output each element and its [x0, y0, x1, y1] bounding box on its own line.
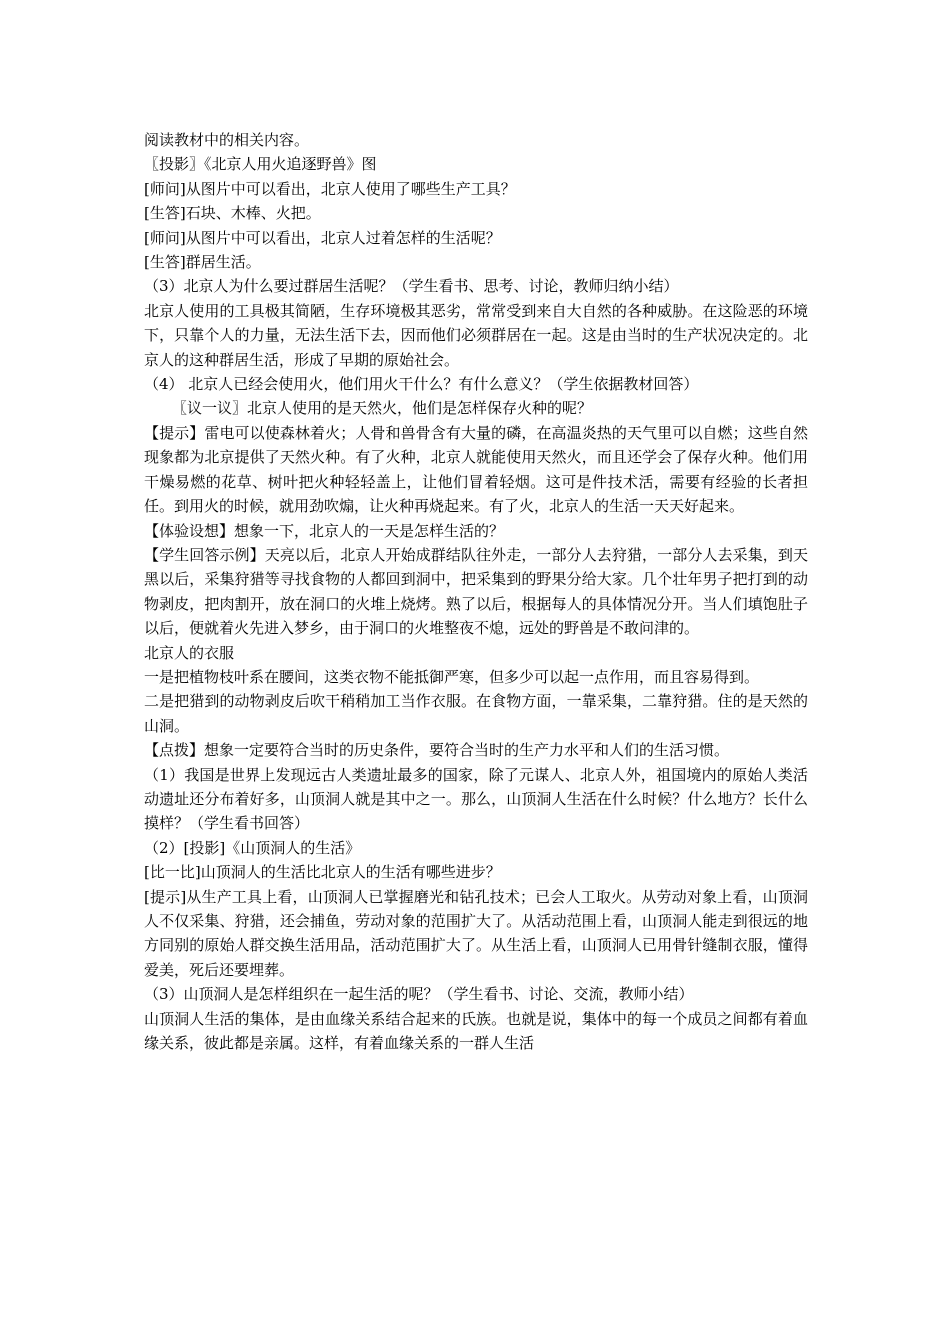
paragraph-imagine: 【体验设想】想象一下，北京人的一天是怎样生活的？ — [144, 521, 505, 540]
paragraph-question-4: （4） 北京人已经会使用火，他们用火干什么？有什么意义？（学生依据教材回答） — [144, 375, 699, 394]
paragraph-question-3: （3）北京人为什么要过群居生活呢？（学生看书、思考、讨论，教师归纳小结） — [144, 277, 679, 296]
paragraph-projection-shandingdong: （2）[投影]《山顶洞人的生活》 — [144, 838, 361, 857]
paragraph-student-answer-life: [生答]群居生活。 — [144, 253, 261, 272]
paragraph-group-living-explanation: 北京人使用的工具极其简陋，生存环境极其恶劣，常常受到来自大自然的各种威胁。在这险恶的环境下，只靠个人的力量，无法生活下去，因而他们必须群居在一起。这是由当时的生产状况决定的。北京人的这种群居生活，形成了早期的原始社会。 — [144, 301, 808, 369]
paragraph-clothing-two: 二是把猎到的动物剥皮后吹干稍稍加工当作衣服。在食物方面，一靠采集，二靠狩猎。住的是天然的山洞。 — [144, 692, 808, 735]
paragraph-clothing-one: 一是把植物枝叶系在腰间，这类衣物不能抵御严寒，但多少可以起一点作用，而且容易得到。 — [144, 667, 760, 686]
paragraph-hint-progress: [提示]从生产工具上看，山顶洞人已掌握磨光和钻孔技术；已会人工取火。从劳动对象上看，山顶洞人不仅采集、狩猎，还会捕鱼，劳动对象的范围扩大了。从活动范围上看，山顶洞人能走到很远的地方同别的原始人群交换生活用品，活动范围扩大了。从生活上看，山顶洞人已用骨针缝制衣服，懂得爱美，死后还要埋葬。 — [144, 887, 808, 979]
paragraph-guidance: 【点拨】想象一定要符合当时的历史条件，要符合当时的生产力水平和人们的生活习惯。 — [144, 741, 730, 760]
paragraph-discussion: 〖议一议〗北京人使用的是天然火，他们是怎样保存火种的呢？ — [172, 399, 593, 418]
paragraph-compare: [比一比]山顶洞人的生活比北京人的生活有哪些进步？ — [144, 863, 501, 882]
paragraph-teacher-question-tools: [师问]从图片中可以看出，北京人使用了哪些生产工具？ — [144, 179, 516, 198]
paragraph-hint-fire: 【提示】雷电可以使森林着火；人骨和兽骨含有大量的磷，在高温炎热的天气里可以自燃；这些自然现象都为北京提供了天然火种。有了火种，北京人就能使用天然火，而且还学会了保存火种。他们用干燥易燃的花草、树叶把火种轻轻盖上，让他们冒着轻烟。这可是件技术活，需要有经验的长者担任。到用火的时候，就用劲吹煽，让火种再烧起来。有了火，北京人的生活一天天好起来。 — [144, 423, 808, 516]
paragraph-student-example: 【学生回答示例】天亮以后，北京人开始成群结队往外走，一部分人去狩猎，一部分人去采集，到天黑以后，采集狩猎等寻找食物的人都回到洞中，把采集到的野果分给大家。几个壮年男子把打到的动物剥皮，把肉割开，放在洞口的火堆上烧烤。熟了以后，根据每人的具体情况分开。当人们填饱肚子以后，便就着火先进入梦乡，由于洞口的火堆整夜不熄，远处的野兽是不敢问津的。 — [144, 545, 808, 638]
paragraph-clan-explanation: 山顶洞人生活的集体，是由血缘关系结合起来的氏族。也就是说，集体中的每一个成员之间都有着血缘关系，彼此都是亲属。这样，有着血缘关系的一群人生活 — [144, 1009, 808, 1053]
paragraph-question-organization: （3）山顶洞人是怎样组织在一起生活的呢？（学生看书、讨论、交流，教师小结） — [144, 985, 694, 1004]
paragraph-projection-fire: 〖投影〗《北京人用火追逐野兽》图 — [144, 155, 377, 174]
paragraph-reading-instruction: 阅读教材中的相关内容。 — [144, 131, 310, 149]
paragraph-clothing-heading: 北京人的衣服 — [144, 643, 235, 662]
paragraph-teacher-question-life: [师问]从图片中可以看出，北京人过着怎样的生活呢？ — [144, 228, 501, 247]
document-body — [144, 128, 808, 1055]
paragraph-shandingdong-intro: （1）我国是世界上发现远古人类遗址最多的国家，除了元谋人、北京人外，祖国境内的原始人类活动遗址还分布着好多，山顶洞人就是其中之一。那么，山顶洞人生活在什么时候？什么地方？长什么摸样？（学生看书回答） — [144, 765, 808, 833]
paragraph-student-answer-tools: [生答]石块、木棒、火把。 — [144, 204, 321, 223]
